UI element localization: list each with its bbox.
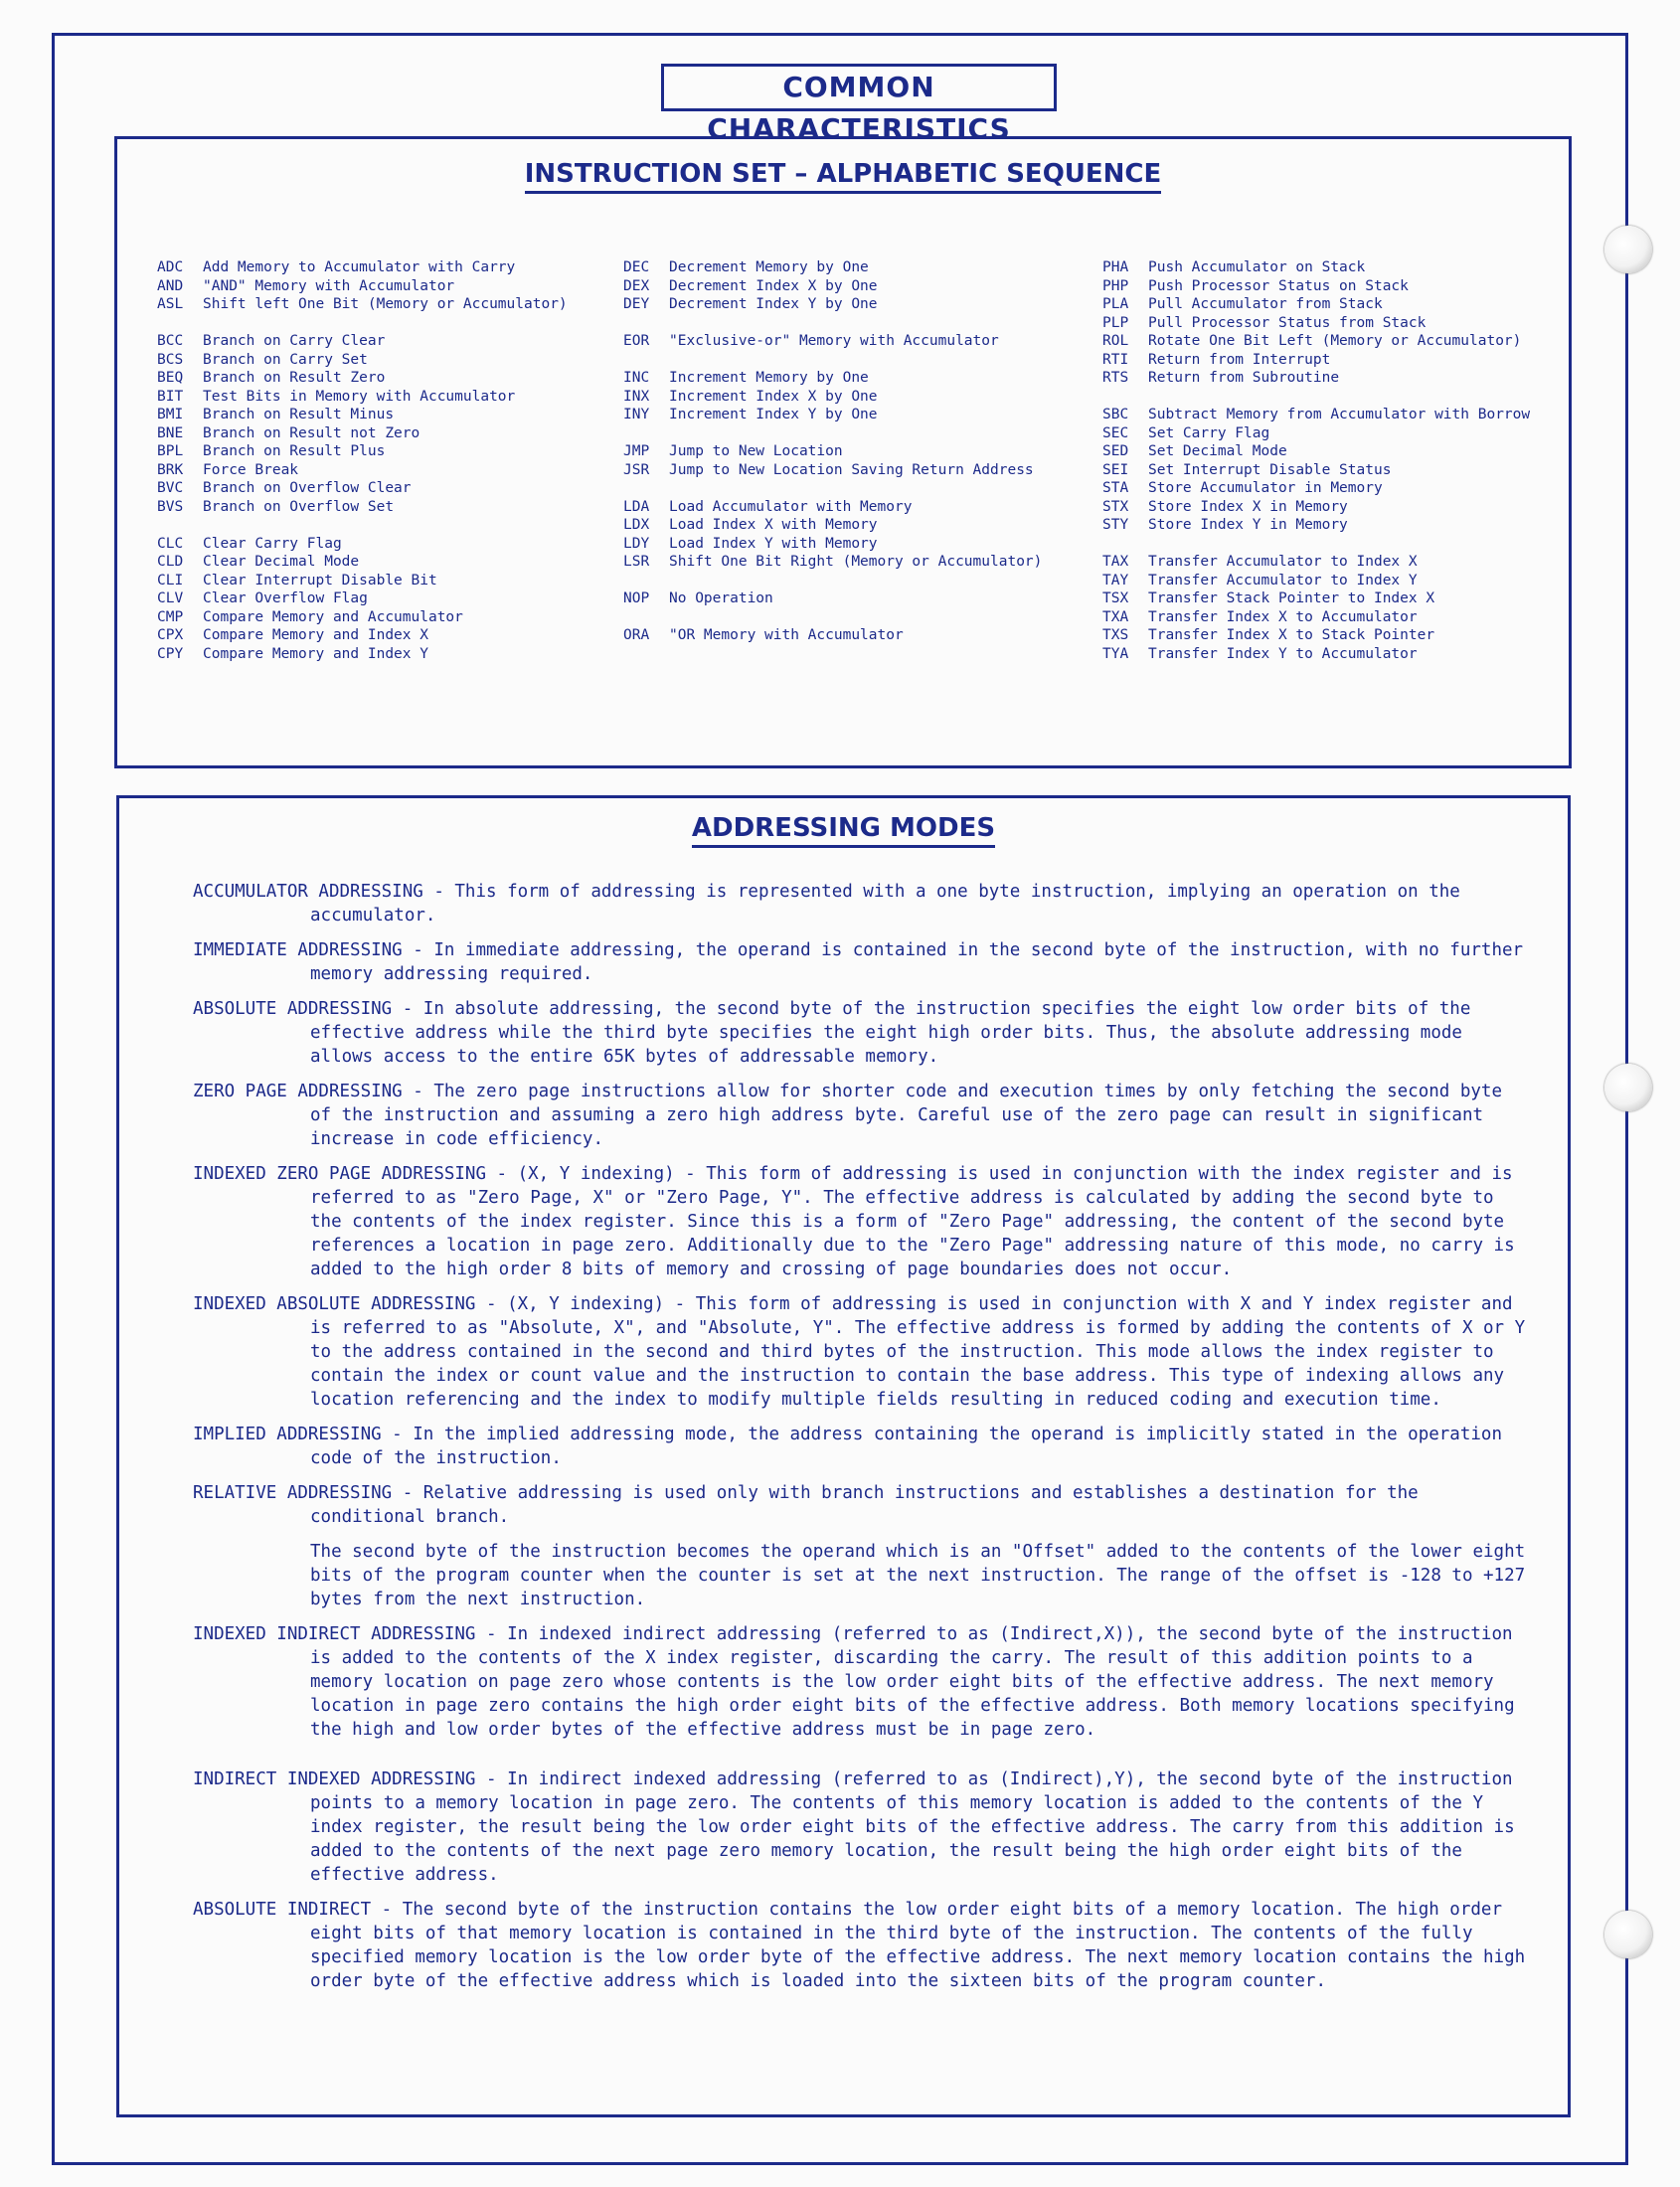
instruction-mnemonic: BPL: [157, 443, 184, 459]
instruction-mnemonic: CLD: [157, 554, 184, 570]
instruction-row: [623, 295, 1042, 314]
instruction-description: Branch on Result Plus: [203, 443, 386, 459]
instruction-description: Jump to New Location Saving Return Address: [669, 461, 1034, 478]
instruction-row: [1102, 369, 1530, 388]
instruction-description: Push Accumulator on Stack: [1148, 259, 1366, 275]
instruction-description: Pull Accumulator from Stack: [1148, 296, 1383, 312]
instruction-mnemonic: INY: [623, 407, 650, 422]
instruction-description: Shift left One Bit (Memory or Accumulator): [203, 296, 568, 312]
instruction-mnemonic: BCS: [157, 351, 184, 368]
instruction-row: [623, 626, 1042, 645]
instruction-row: [1102, 572, 1530, 590]
addressing-modes-list: [193, 880, 1530, 2004]
instruction-description: Branch on Result not Zero: [203, 424, 420, 441]
instruction-description: Clear Overflow Flag: [203, 590, 368, 606]
instruction-mnemonic: SEC: [1102, 424, 1129, 441]
instruction-row: [1102, 406, 1530, 424]
instruction-mnemonic: TAX: [1102, 554, 1129, 570]
instruction-description: Push Processor Status on Stack: [1148, 277, 1409, 294]
instruction-description: Transfer Stack Pointer to Index X: [1148, 590, 1435, 606]
instruction-description: Force Break: [203, 461, 299, 478]
instruction-description: Set Interrupt Disable Status: [1148, 461, 1392, 478]
instruction-row: [623, 388, 1042, 407]
instruction-mnemonic: SEI: [1102, 461, 1129, 478]
instruction-set-panel: [114, 136, 1572, 768]
instruction-row: [623, 461, 1042, 480]
instruction-row: [1102, 608, 1530, 627]
instruction-column-1: [157, 258, 568, 663]
instruction-description: Compare Memory and Index Y: [203, 645, 428, 662]
instruction-row: [1102, 516, 1530, 535]
instruction-description: Clear Decimal Mode: [203, 554, 360, 570]
addressing-modes-title-text: ADDRESSING MODES: [692, 813, 995, 848]
instruction-description: Branch on Result Zero: [203, 370, 386, 386]
instruction-set-title-text: INSTRUCTION SET – ALPHABETIC SEQUENCE: [525, 159, 1162, 194]
instruction-row: [1102, 645, 1530, 664]
instruction-row: [157, 277, 568, 296]
instruction-mnemonic: SBC: [1102, 407, 1129, 422]
instruction-row: [157, 442, 568, 461]
instruction-row: [157, 479, 568, 498]
instruction-description: Decrement Memory by One: [669, 259, 869, 275]
instruction-mnemonic: LDA: [623, 498, 650, 515]
instruction-description: Store Index X in Memory: [1148, 498, 1348, 515]
instruction-row: [623, 332, 1042, 351]
instruction-description: No Operation: [669, 590, 773, 606]
instruction-row: [623, 535, 1042, 554]
instruction-description: Increment Memory by One: [669, 370, 869, 386]
instruction-mnemonic: STA: [1102, 480, 1129, 496]
addressing-mode-paragraph: ACCUMULATOR ADDRESSING - This form of addressing is represented with a one byte instruction, implying an operation on the accumulator.: [193, 882, 1460, 925]
instruction-description: Transfer Index Y to Accumulator: [1148, 645, 1418, 662]
instruction-description: Compare Memory and Index X: [203, 627, 428, 643]
instruction-row: [623, 369, 1042, 388]
instruction-mnemonic: DEX: [623, 277, 650, 294]
instruction-description: Branch on Result Minus: [203, 407, 395, 422]
instruction-mnemonic: STY: [1102, 517, 1129, 533]
instruction-mnemonic: AND: [157, 277, 184, 294]
instruction-row: [157, 295, 568, 314]
instruction-description: Load Accumulator with Memory: [669, 498, 913, 515]
instruction-mnemonic: CPY: [157, 645, 184, 662]
instruction-mnemonic: ASL: [157, 296, 184, 312]
instruction-description: Increment Index X by One: [669, 388, 878, 405]
instruction-row: [1102, 442, 1530, 461]
instruction-description: Branch on Carry Clear: [203, 333, 386, 349]
addressing-mode-paragraph: The second byte of the instruction becomes the operand which is an "Offset" added to the contents of the lower eight bits of the program counter when the counter is set at the next instruction. The range of the offset is -128 to +127 bytes from the next instruction.: [310, 1542, 1526, 1609]
instruction-row: [157, 535, 568, 554]
instruction-column-3: [1102, 258, 1530, 663]
instruction-mnemonic: CLI: [157, 572, 184, 589]
instruction-row: [1102, 553, 1530, 572]
instruction-description: Compare Memory and Accumulator: [203, 608, 463, 625]
instruction-mnemonic: STX: [1102, 498, 1129, 515]
instruction-mnemonic: BIT: [157, 388, 184, 405]
instruction-description: Transfer Accumulator to Index Y: [1148, 572, 1418, 589]
instruction-mnemonic: TXA: [1102, 608, 1129, 625]
instruction-description: Test Bits in Memory with Accumulator: [203, 388, 516, 405]
instruction-mnemonic: PHA: [1102, 259, 1129, 275]
instruction-row: [157, 498, 568, 517]
instruction-mnemonic: CPX: [157, 627, 184, 643]
instruction-row: [1102, 277, 1530, 296]
instruction-description: "OR Memory with Accumulator: [669, 627, 904, 643]
instruction-row: [1102, 479, 1530, 498]
instruction-mnemonic: BMI: [157, 407, 184, 422]
instruction-description: Pull Processor Status from Stack: [1148, 314, 1427, 331]
addressing-mode-paragraph: INDEXED ZERO PAGE ADDRESSING - (X, Y indexing) - This form of addressing is used in conjunction with the index register and is referred to as "Zero Page, X" or "Zero Page, Y". The effective address is calculated by adding the second byte to the contents of the index register. Since this is a form of "Zero Page" addressing, the content of the second byte references a location in page zero. Additionally due to the "Zero Page" addressing nature of this mode, no carry is added to the high order 8 bits of memory and crossing of page boundaries does not occur.: [193, 1164, 1515, 1279]
instruction-row: [1102, 351, 1530, 370]
instruction-row: [623, 553, 1042, 572]
instruction-set-title: [117, 159, 1569, 189]
instruction-mnemonic: INX: [623, 388, 650, 405]
addressing-modes-panel: [116, 795, 1571, 2117]
instruction-row: [157, 572, 568, 590]
instruction-mnemonic: LDX: [623, 517, 650, 533]
page-title: COMMON CHARACTERISTICS: [661, 64, 1057, 111]
instruction-description: Clear Interrupt Disable Bit: [203, 572, 437, 589]
instruction-mnemonic: TXS: [1102, 627, 1129, 643]
instruction-mnemonic: RTI: [1102, 351, 1129, 368]
instruction-description: Return from Subroutine: [1148, 370, 1340, 386]
instruction-mnemonic: LSR: [623, 554, 650, 570]
instruction-mnemonic: CLC: [157, 535, 184, 552]
instruction-mnemonic: LDY: [623, 535, 650, 552]
instruction-mnemonic: NOP: [623, 590, 650, 606]
instruction-row: [157, 258, 568, 277]
instruction-description: Store Accumulator in Memory: [1148, 480, 1383, 496]
addressing-mode-paragraph: INDEXED ABSOLUTE ADDRESSING - (X, Y indexing) - This form of addressing is used in conjunction with X and Y index register and is referred to as "Absolute, X", and "Absolute, Y". The effective address is formed by adding the contents of X or Y to the address contained in the second and third bytes of the instruction. This mode allows the index register to contain the index or count value and the instruction to contain the base address. This type of indexing allows any location referencing and the index to modify multiple fields resulting in reduced coding and execution time.: [193, 1294, 1526, 1410]
instruction-mnemonic: ADC: [157, 259, 184, 275]
instruction-row: [1102, 461, 1530, 480]
instruction-row: [1102, 332, 1530, 351]
instruction-description: Set Decimal Mode: [1148, 443, 1287, 459]
instruction-description: Shift One Bit Right (Memory or Accumulator): [669, 554, 1043, 570]
instruction-row: [1102, 589, 1530, 608]
instruction-description: Rotate One Bit Left (Memory or Accumulator): [1148, 333, 1522, 349]
instruction-mnemonic: DEC: [623, 259, 650, 275]
instruction-description: "Exclusive-or" Memory with Accumulator: [669, 333, 999, 349]
addressing-mode-paragraph: ABSOLUTE ADDRESSING - In absolute addressing, the second byte of the instruction specifies the eight low order bits of the effective address while the third byte specifies the eight high order bits. Thus, the absolute addressing mode allows access to the entire 65K bytes of addressable memory.: [193, 999, 1471, 1067]
instruction-mnemonic: RTS: [1102, 370, 1129, 386]
instruction-description: Branch on Carry Set: [203, 351, 368, 368]
instruction-description: Add Memory to Accumulator with Carry: [203, 259, 516, 275]
instruction-mnemonic: SED: [1102, 443, 1129, 459]
instruction-row: [623, 406, 1042, 424]
instruction-row: [157, 553, 568, 572]
instruction-description: Load Index X with Memory: [669, 517, 878, 533]
instruction-description: Increment Index Y by One: [669, 407, 878, 422]
instruction-column-2: [623, 258, 1042, 645]
instruction-row: [157, 369, 568, 388]
instruction-mnemonic: TYA: [1102, 645, 1129, 662]
binder-hole-icon: [1604, 226, 1652, 273]
instruction-row: [623, 589, 1042, 608]
instruction-mnemonic: BNE: [157, 424, 184, 441]
instruction-mnemonic: TAY: [1102, 572, 1129, 589]
instruction-row: [157, 406, 568, 424]
instruction-mnemonic: JMP: [623, 443, 650, 459]
instruction-row: [157, 626, 568, 645]
instruction-mnemonic: DEY: [623, 296, 650, 312]
instruction-description: Set Carry Flag: [1148, 424, 1270, 441]
instruction-row: [623, 516, 1042, 535]
instruction-mnemonic: CMP: [157, 608, 184, 625]
instruction-row: [623, 442, 1042, 461]
addressing-mode-paragraph: INDEXED INDIRECT ADDRESSING - In indexed indirect addressing (referred to as (Indirect,X)), the second byte of the instruction is added to the contents of the X index register, discarding the carry. The result of this addition points to a memory location on page zero whose contents is the low order eight bits of the effective address. The next memory location in page zero contains the high order eight bits of the effective address. Both memory locations specifying the high and low order bytes of the effective address must be in page zero.: [193, 1624, 1515, 1740]
addressing-modes-title: [119, 813, 1568, 843]
instruction-row: [157, 388, 568, 407]
instruction-description: "AND" Memory with Accumulator: [203, 277, 455, 294]
instruction-row: [157, 332, 568, 351]
instruction-description: Branch on Overflow Clear: [203, 480, 412, 496]
instruction-row: [1102, 258, 1530, 277]
instruction-row: [157, 645, 568, 664]
instruction-description: Load Index Y with Memory: [669, 535, 878, 552]
instruction-mnemonic: PHP: [1102, 277, 1129, 294]
instruction-description: Return from Interrupt: [1148, 351, 1331, 368]
instruction-row: [1102, 424, 1530, 443]
instruction-description: Clear Carry Flag: [203, 535, 342, 552]
instruction-description: Decrement Index Y by One: [669, 296, 878, 312]
instruction-mnemonic: BRK: [157, 461, 184, 478]
instruction-row: [623, 277, 1042, 296]
instruction-row: [157, 351, 568, 370]
instruction-mnemonic: INC: [623, 370, 650, 386]
instruction-description: Transfer Accumulator to Index X: [1148, 554, 1418, 570]
instruction-description: Subtract Memory from Accumulator with Borrow: [1148, 407, 1531, 422]
instruction-description: Branch on Overflow Set: [203, 498, 395, 515]
addressing-mode-paragraph: ZERO PAGE ADDRESSING - The zero page instructions allow for shorter code and execution times by only fetching the second byte of the instruction and assuming a zero high address byte. Careful use of the zero page can result in significant increase in code efficiency.: [193, 1082, 1502, 1149]
instruction-description: Transfer Index X to Stack Pointer: [1148, 627, 1435, 643]
instruction-row: [1102, 314, 1530, 333]
instruction-mnemonic: EOR: [623, 333, 650, 349]
instruction-row: [1102, 626, 1530, 645]
addressing-mode-paragraph: ABSOLUTE INDIRECT - The second byte of the instruction contains the low order eight bits of a memory location. The high order eight bits of that memory location is contained in the third byte of the instruction. The contents of the fully specified memory location is the low order byte of the effective address. The next memory location contains the high order byte of the effective address which is loaded into the sixteen bits of the program counter.: [193, 1900, 1526, 1991]
instruction-mnemonic: ROL: [1102, 333, 1129, 349]
instruction-mnemonic: ORA: [623, 627, 650, 643]
instruction-row: [1102, 498, 1530, 517]
instruction-row: [157, 589, 568, 608]
instruction-mnemonic: JSR: [623, 461, 650, 478]
instruction-description: Store Index Y in Memory: [1148, 517, 1348, 533]
instruction-description: Jump to New Location: [669, 443, 843, 459]
instruction-row: [157, 424, 568, 443]
instruction-description: Transfer Index X to Accumulator: [1148, 608, 1418, 625]
instruction-row: [1102, 295, 1530, 314]
instruction-description: Decrement Index X by One: [669, 277, 878, 294]
instruction-mnemonic: PLP: [1102, 314, 1129, 331]
instruction-mnemonic: CLV: [157, 590, 184, 606]
instruction-row: [157, 608, 568, 627]
addressing-mode-paragraph: INDIRECT INDEXED ADDRESSING - In indirect indexed addressing (referred to as (Indirect),Y), the second byte of the instruction points to a memory location in page zero. The contents of this memory location is added to the contents of the Y index register, the result being the low order eight bits of the effective address. The carry from this addition is added to the contents of the next page zero memory location, the result being the high order eight bits of the effective address.: [193, 1769, 1515, 1885]
binder-hole-icon: [1604, 1064, 1652, 1111]
instruction-mnemonic: BVC: [157, 480, 184, 496]
addressing-mode-paragraph: IMMEDIATE ADDRESSING - In immediate addressing, the operand is contained in the second byte of the instruction, with no further memory addressing required.: [193, 940, 1524, 984]
instruction-mnemonic: BEQ: [157, 370, 184, 386]
instruction-mnemonic: BVS: [157, 498, 184, 515]
binder-hole-icon: [1604, 1911, 1652, 1958]
instruction-mnemonic: BCC: [157, 333, 184, 349]
instruction-mnemonic: TSX: [1102, 590, 1129, 606]
instruction-row: [623, 258, 1042, 277]
instruction-mnemonic: PLA: [1102, 296, 1129, 312]
addressing-mode-paragraph: RELATIVE ADDRESSING - Relative addressing is used only with branch instructions and establishes a destination for the conditional branch.: [193, 1483, 1419, 1527]
addressing-mode-paragraph: IMPLIED ADDRESSING - In the implied addressing mode, the address containing the operand is implicitly stated in the operation code of the instruction.: [193, 1425, 1502, 1468]
instruction-row: [623, 498, 1042, 517]
instruction-row: [157, 461, 568, 480]
